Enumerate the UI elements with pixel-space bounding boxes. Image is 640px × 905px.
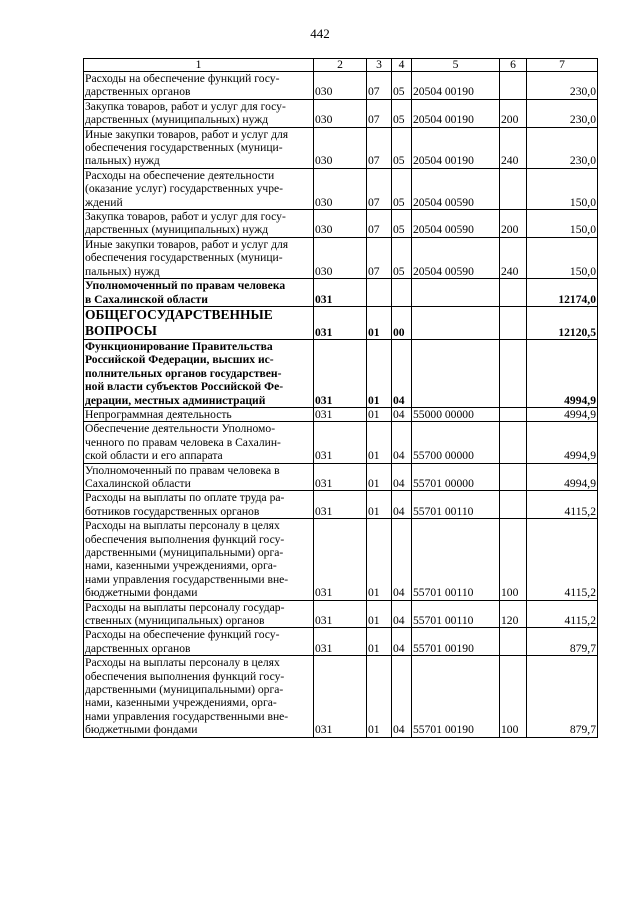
code-section-cell: 01 [367,519,392,600]
row-name-cell [84,279,314,307]
code-ministry-cell: 031 [314,600,367,628]
code-expense-type-cell [500,628,527,656]
row-name-line: дарственных (муниципальных) нужд [85,223,269,237]
amount-cell: 4994,9 [527,422,598,463]
row-name-line: обеспечения государственных (муници- [85,141,283,155]
code-subsection-cell: 05 [392,210,412,238]
code-section-cell [367,279,392,307]
row-name-line: обеспечения выполнения функций госу- [85,669,285,683]
header-cell: 6 [500,59,527,72]
code-expense-type-cell [500,339,527,407]
row-name-cell [84,237,314,278]
row-name-line: пальных) нужд [85,264,160,278]
code-target-cell: 55701 00190 [412,628,500,656]
amount-cell: 230,0 [527,72,598,100]
code-subsection-cell: 04 [392,407,412,421]
row-name-line: нами управления государственными вне- [85,709,289,723]
row-name-line: Сахалинской области [85,476,191,490]
code-section-cell: 01 [367,422,392,463]
code-subsection-cell: 00 [392,306,412,339]
row-name-line: Российской Федерации, высших ис- [85,353,274,367]
row-name-cell [84,656,314,737]
header-cell: 2 [314,59,367,72]
row-name-line: обеспечения выполнения функций госу- [85,532,285,546]
row-name-line: ждений [85,195,123,209]
code-section-cell: 07 [367,72,392,100]
table-row [84,463,598,491]
row-name-line: Расходы на обеспечение деятельности [85,168,275,182]
header-cell: 3 [367,59,392,72]
code-expense-type-cell [500,422,527,463]
code-ministry-cell: 031 [314,422,367,463]
code-target-cell [412,339,500,407]
code-section-cell: 07 [367,168,392,209]
table-row [84,422,598,463]
budget-table [83,58,598,738]
row-name-line: нами, казенными учреждениями, орга- [85,696,277,710]
row-name-line: дарственных (муниципальных) нужд [85,113,269,127]
code-target-cell: 55701 00110 [412,491,500,519]
row-name-line: Уполномоченный по правам человека в [85,463,280,477]
table-row [84,127,598,168]
code-ministry-cell: 031 [314,279,367,307]
code-section-cell: 01 [367,628,392,656]
table-row [84,279,598,307]
amount-cell: 4994,9 [527,339,598,407]
code-ministry-cell: 030 [314,237,367,278]
code-subsection-cell: 05 [392,168,412,209]
amount-cell: 879,7 [527,628,598,656]
code-expense-type-cell [500,306,527,339]
row-name-cell [84,463,314,491]
header-cell: 4 [392,59,412,72]
table-row [84,407,598,421]
code-target-cell: 20504 00190 [412,72,500,100]
row-name-line: нами, казенными учреждениями, орга- [85,559,277,573]
code-target-cell: 55000 00000 [412,407,500,421]
code-ministry-cell: 031 [314,339,367,407]
code-ministry-cell: 031 [314,491,367,519]
row-name-line: (оказание услуг) государственных учре- [85,182,284,196]
table-row [84,306,598,339]
row-name-line: Обеспечение деятельности Уполномо- [85,422,276,436]
row-name-line: ской области и его аппарата [85,449,223,463]
code-subsection-cell: 05 [392,127,412,168]
header-row [84,59,598,72]
table-row [84,656,598,737]
amount-cell: 230,0 [527,127,598,168]
code-expense-type-cell [500,407,527,421]
row-name-line: дарственных органов [85,85,191,99]
row-name-cell [84,127,314,168]
code-target-cell: 55700 00000 [412,422,500,463]
header-cell: 1 [84,59,314,72]
code-section-cell: 01 [367,600,392,628]
code-subsection-cell: 05 [392,99,412,127]
row-name-line: пальных) нужд [85,154,160,168]
row-name-cell [84,210,314,238]
code-subsection-cell: 04 [392,600,412,628]
table-row [84,491,598,519]
amount-cell: 150,0 [527,237,598,278]
code-subsection-cell: 04 [392,628,412,656]
code-ministry-cell: 030 [314,210,367,238]
code-expense-type-cell [500,463,527,491]
table-row [84,210,598,238]
code-target-cell: 20504 00590 [412,168,500,209]
table-row [84,339,598,407]
row-name-line: Расходы на выплаты персоналу в целях [85,656,280,670]
code-ministry-cell: 031 [314,656,367,737]
amount-cell: 879,7 [527,656,598,737]
row-name-line: Иные закупки товаров, работ и услуг для [85,127,289,141]
code-expense-type-cell: 200 [500,99,527,127]
code-subsection-cell: 04 [392,463,412,491]
row-name-line: ботников государственных органов [85,504,260,518]
code-section-cell: 07 [367,127,392,168]
amount-cell: 4115,2 [527,600,598,628]
row-name-cell [84,339,314,407]
page-number: 442 [310,26,330,41]
row-name-line: ченного по правам человека в Сахалин- [85,435,281,449]
row-name-line: в Сахалинской области [85,292,208,306]
amount-cell: 4994,9 [527,407,598,421]
code-subsection-cell: 05 [392,72,412,100]
code-target-cell: 20504 00590 [412,237,500,278]
code-target-cell: 55701 00110 [412,519,500,600]
code-ministry-cell: 031 [314,463,367,491]
row-name-line: Расходы на выплаты персоналу государ- [85,600,285,614]
row-name-line: Расходы на обеспечение функций госу- [85,628,280,642]
row-name-line: Иные закупки товаров, работ и услуг для [85,237,289,251]
row-name-line: Расходы на обеспечение функций госу- [85,72,280,85]
table-row [84,519,598,600]
code-section-cell: 01 [367,339,392,407]
code-expense-type-cell: 240 [500,127,527,168]
row-name-line: дерации, местных администраций [85,393,266,407]
code-expense-type-cell: 100 [500,656,527,737]
amount-cell: 230,0 [527,99,598,127]
row-name-line: Расходы на выплаты персоналу в целях [85,519,280,533]
code-target-cell: 20504 00190 [412,99,500,127]
amount-cell: 150,0 [527,210,598,238]
code-target-cell [412,279,500,307]
code-target-cell [412,306,500,339]
row-name-line: Расходы на выплаты по оплате труда ра- [85,491,285,505]
table-row [84,72,598,100]
row-name-line: ной власти субъектов Российской Фе- [85,380,284,394]
row-name-line: Закупка товаров, работ и услуг для госу- [85,99,286,113]
code-section-cell: 01 [367,407,392,421]
row-name-cell [84,99,314,127]
code-target-cell: 20504 00590 [412,210,500,238]
code-subsection-cell: 04 [392,519,412,600]
code-section-cell: 01 [367,491,392,519]
table-row [84,168,598,209]
row-name-line: дарственными (муниципальными) орга- [85,683,284,697]
row-name-cell [84,628,314,656]
row-name-line: ВОПРОСЫ [85,322,157,338]
row-name-cell [84,422,314,463]
code-ministry-cell: 030 [314,72,367,100]
code-ministry-cell: 030 [314,127,367,168]
code-expense-type-cell [500,491,527,519]
code-subsection-cell: 04 [392,422,412,463]
code-target-cell: 20504 00190 [412,127,500,168]
code-target-cell: 55701 00190 [412,656,500,737]
code-section-cell: 01 [367,463,392,491]
code-subsection-cell: 04 [392,491,412,519]
row-name-line: Непрограммная деятельность [85,407,232,421]
code-subsection-cell: 05 [392,237,412,278]
row-name-line: бюджетными фондами [85,586,198,600]
row-name-line: Функционирование Правительства [85,339,273,353]
code-expense-type-cell: 100 [500,519,527,600]
table-row [84,237,598,278]
header-cell: 5 [412,59,500,72]
code-ministry-cell: 030 [314,168,367,209]
code-expense-type-cell: 240 [500,237,527,278]
table-row [84,600,598,628]
row-name-cell [84,600,314,628]
row-name-line: ственных (муниципальных) органов [85,614,265,628]
row-name-line: ОБЩЕГОСУДАРСТВЕННЫЕ [85,306,273,322]
row-name-line: дарственных органов [85,641,191,655]
row-name-line: дарственными (муниципальными) орга- [85,546,284,559]
amount-cell: 4115,2 [527,491,598,519]
code-ministry-cell: 031 [314,407,367,421]
code-ministry-cell: 031 [314,628,367,656]
code-section-cell: 01 [367,656,392,737]
code-expense-type-cell [500,279,527,307]
amount-cell: 12174,0 [527,279,598,307]
row-name-line: Уполномоченный по правам человека [85,279,286,293]
amount-cell: 12120,5 [527,306,598,339]
row-name-line: Закупка товаров, работ и услуг для госу- [85,210,286,224]
code-subsection-cell: 04 [392,339,412,407]
code-expense-type-cell: 200 [500,210,527,238]
code-section-cell: 07 [367,210,392,238]
row-name-line: нами управления государственными вне- [85,572,289,586]
code-ministry-cell: 030 [314,99,367,127]
code-subsection-cell [392,279,412,307]
amount-cell: 150,0 [527,168,598,209]
code-subsection-cell: 04 [392,656,412,737]
row-name-cell [84,407,314,421]
row-name-line: полнительных органов государствен- [85,366,282,380]
code-section-cell: 07 [367,237,392,278]
code-target-cell: 55701 00110 [412,600,500,628]
row-name-cell [84,519,314,600]
code-target-cell: 55701 00000 [412,463,500,491]
code-expense-type-cell [500,72,527,100]
code-ministry-cell: 031 [314,519,367,600]
row-name-line: обеспечения государственных (муници- [85,251,283,265]
code-expense-type-cell [500,168,527,209]
code-section-cell: 01 [367,306,392,339]
table-row [84,628,598,656]
row-name-cell [84,72,314,100]
amount-cell: 4115,2 [527,519,598,600]
row-name-cell [84,491,314,519]
header-cell: 7 [527,59,598,72]
code-ministry-cell: 031 [314,306,367,339]
row-name-cell [84,168,314,209]
row-name-cell [84,306,314,339]
code-expense-type-cell: 120 [500,600,527,628]
table-row [84,99,598,127]
code-section-cell: 07 [367,99,392,127]
row-name-line: бюджетными фондами [85,723,198,737]
amount-cell: 4994,9 [527,463,598,491]
